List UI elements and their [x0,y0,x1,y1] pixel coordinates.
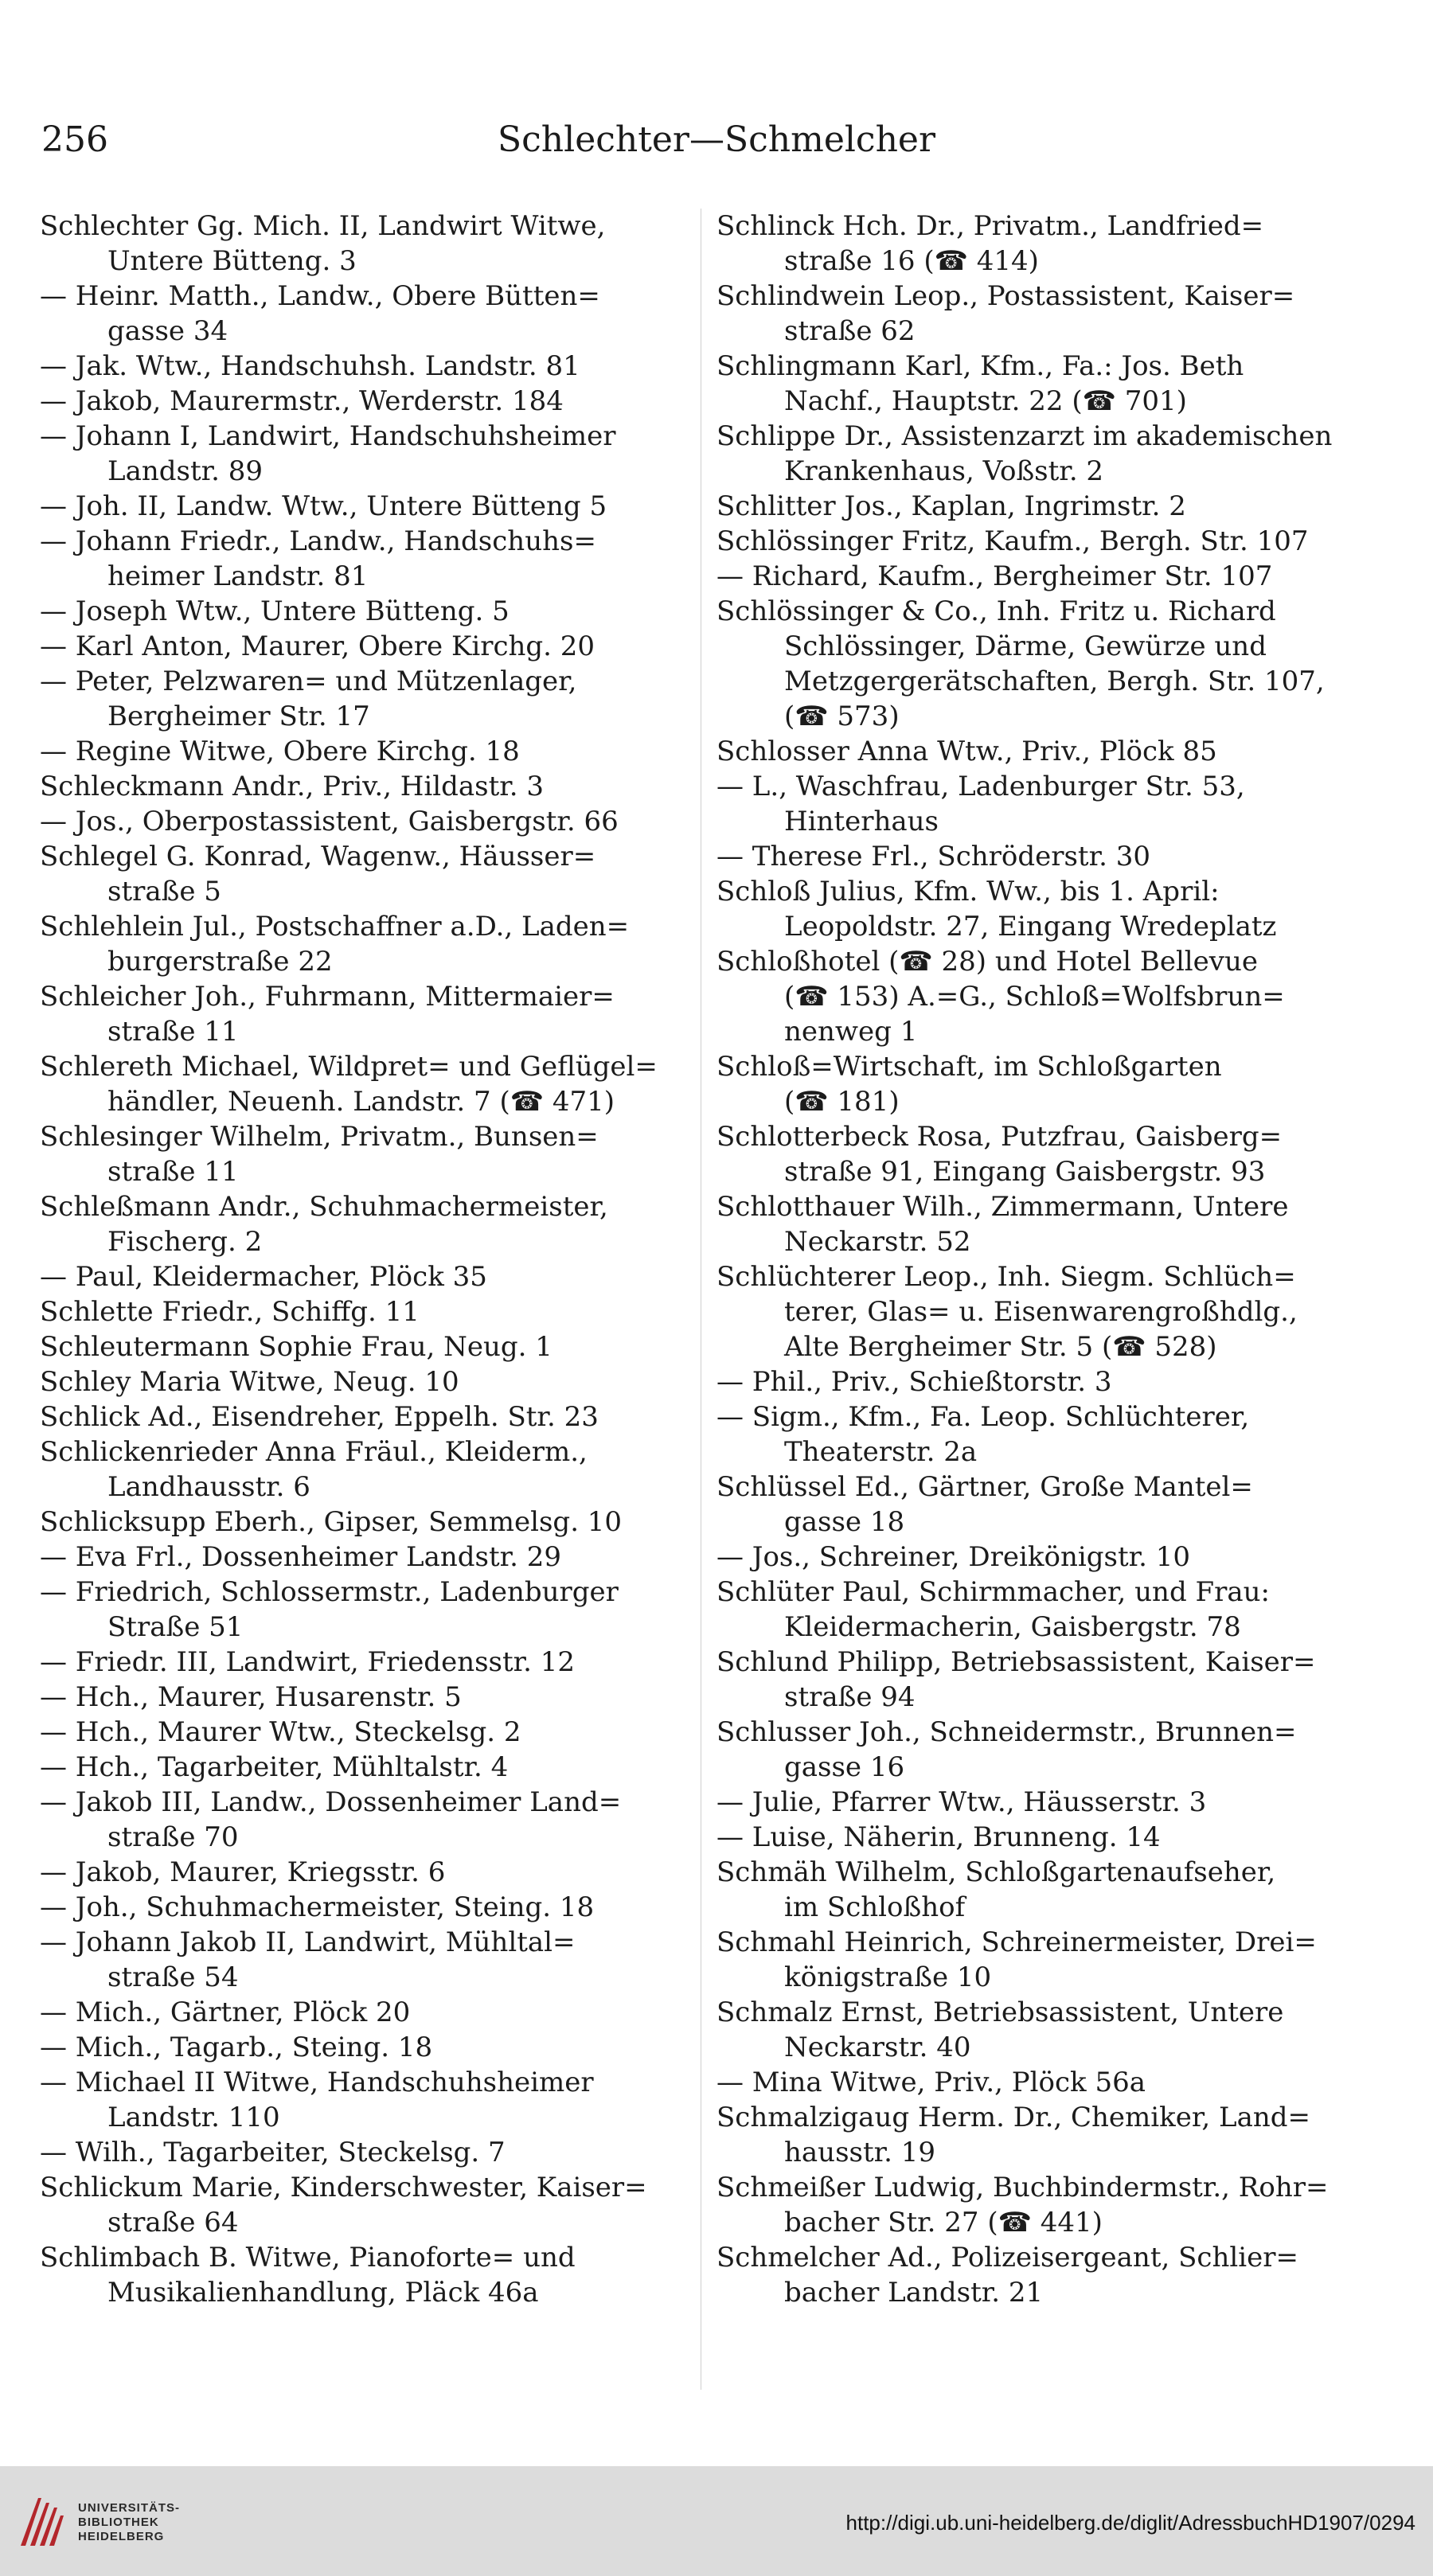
entry-continuation: bacher Str. 27 (☎ 441) [784,2207,1103,2238]
directory-entry [40,1259,689,1294]
entry-text: — Therese Frl., Schröderstr. 30 [716,841,1150,872]
directory-entry [40,594,689,629]
entry-continuation: straße 11 [107,1016,239,1048]
entry-continuation: (☎ 153) A.=G., Schloß=Wolfsbrun= [784,981,1285,1013]
directory-entry [716,2170,1369,2240]
entry-text: — Regine Witwe, Obere Kirchg. 18 [40,736,520,767]
entry-text: — Jakob, Maurer, Kriegsstr. 6 [40,1856,446,1888]
entry-text: — L., Waschfrau, Ladenburger Str. 53, [716,771,1245,802]
directory-entry [716,1715,1369,1785]
entry-text: Schmahl Heinrich, Schreinermeister, Drei= [716,1926,1317,1958]
entry-text: Schlüter Paul, Schirmmacher, und Frau: [716,1576,1270,1608]
entry-text: Schloßhotel (☎ 28) und Hotel Bellevue [716,946,1259,978]
directory-entry [40,1189,689,1259]
entry-continuation: Landhausstr. 6 [107,1471,310,1503]
entry-text: — Joseph Wtw., Untere Bütteng. 5 [40,595,510,627]
directory-entry [40,1294,689,1329]
entry-continuation: straße 54 [107,1961,239,1993]
entry-continuation: hausstr. 19 [784,2137,936,2168]
entry-continuation: straße 5 [107,876,221,907]
entry-continuation: Neckarstr. 52 [784,1226,971,1258]
entry-text: Schlitter Jos., Kaplan, Ingrimstr. 2 [716,490,1186,522]
entry-text: — Hch., Maurer Wtw., Steckelsg. 2 [40,1716,521,1748]
entry-text: Schlimbach B. Witwe, Pianoforte= und [40,2242,576,2274]
entry-text: Schlicksupp Eberh., Gipser, Semmelsg. 10 [40,1506,623,1538]
entry-continuation: im Schloßhof [784,1891,966,1923]
directory-entry [716,1469,1369,1540]
entry-text: Schlindwein Leop., Postassistent, Kaiser= [716,280,1295,312]
entry-text: Schlössinger & Co., Inh. Fritz u. Richard [716,595,1276,627]
directory-entry [40,349,689,384]
entry-text: Schlehlein Jul., Postschaffner a.D., Laden= [40,911,630,943]
directory-entry [40,1890,689,1925]
directory-entry [716,734,1369,769]
directory-entry [716,1189,1369,1259]
directory-entry [716,839,1369,874]
entry-continuation: Landstr. 89 [107,455,264,487]
directory-entry [40,1119,689,1189]
entry-continuation: königstraße 10 [784,1961,992,1993]
entry-continuation: bacher Landstr. 21 [784,2277,1044,2309]
directory-entry [716,1259,1369,1364]
directory-entry [40,1645,689,1680]
entry-text: — Wilh., Tagarbeiter, Steckelsg. 7 [40,2137,506,2168]
directory-entry [716,419,1369,489]
directory-entry [716,1820,1369,1855]
footer-bar [0,2466,1433,2576]
entry-continuation: Metzgergerätschaften, Bergh. Str. 107, [784,665,1325,697]
directory-entry [716,1399,1369,1469]
left-column [40,209,689,2310]
page-header [41,119,1392,175]
directory-entry [40,1715,689,1750]
entry-text: — Jak. Wtw., Handschuhsh. Landstr. 81 [40,350,580,382]
entry-continuation: händler, Neuenh. Landstr. 7 (☎ 471) [107,1086,615,1118]
directory-entry [716,1785,1369,1820]
source-url-link[interactable]: http://digi.ub.uni-heidelberg.de/diglit/AdressbuchHD1907/0294 [845,2511,1415,2535]
entry-text: — Johann I, Landwirt, Handschuhsheimer [40,420,616,452]
directory-entry [716,209,1369,279]
entry-text: Schlüchterer Leop., Inh. Siegm. Schlüch= [716,1261,1296,1293]
entry-text: — Luise, Näherin, Brunneng. 14 [716,1821,1161,1853]
library-name-line: UNIVERSITÄTS- [78,2501,181,2515]
entry-text: Schlössinger Fritz, Kaufm., Bergh. Str. 107 [716,525,1309,557]
entry-continuation: heimer Landstr. 81 [107,560,369,592]
entry-text: — Friedr. III, Landwirt, Friedensstr. 12 [40,1646,576,1678]
entry-text: — Jos., Oberpostassistent, Gaisbergstr. 66 [40,806,619,837]
entry-text: Schlinck Hch. Dr., Privatm., Landfried= [716,210,1264,242]
directory-entry [40,2170,689,2240]
entry-text: Schlüssel Ed., Gärtner, Große Mantel= [716,1471,1253,1503]
directory-entry [716,489,1369,524]
directory-entry [716,769,1369,839]
entry-text: — Julie, Pfarrer Wtw., Häusserstr. 3 [716,1786,1207,1818]
entry-continuation: straße 11 [107,1156,239,1188]
entry-text: Schmäh Wilhelm, Schloßgartenaufseher, [716,1856,1276,1888]
directory-entry [716,1575,1369,1645]
entry-text: Schmalzigaug Herm. Dr., Chemiker, Land= [716,2102,1310,2133]
directory-entry [716,349,1369,419]
entry-continuation: straße 62 [784,315,916,347]
directory-entry [716,1645,1369,1715]
directory-entry [716,944,1369,1049]
directory-entry [40,1750,689,1785]
directory-entry [40,279,689,349]
directory-entry [716,1540,1369,1575]
entry-continuation: gasse 34 [107,315,228,347]
directory-entry [40,909,689,979]
entry-continuation: Fischerg. 2 [107,1226,263,1258]
directory-entry [716,2065,1369,2100]
entry-text: — Hch., Tagarbeiter, Mühltalstr. 4 [40,1751,509,1783]
entry-text: — Johann Friedr., Landw., Handschuhs= [40,525,596,557]
entry-continuation: (☎ 573) [784,701,900,732]
directory-entry [40,1049,689,1119]
directory-entry [40,1364,689,1399]
entry-text: Schlund Philipp, Betriebsassistent, Kaiser= [716,1646,1316,1678]
entry-text: — Mich., Tagarb., Steing. 18 [40,2032,433,2063]
directory-entry [716,1925,1369,1995]
entry-text: Schleicher Joh., Fuhrmann, Mittermaier= [40,981,615,1013]
entry-text: — Paul, Kleidermacher, Plöck 35 [40,1261,487,1293]
entry-text: — Friedrich, Schlossermstr., Ladenburger [40,1576,619,1608]
directory-entry [716,2240,1369,2310]
entry-continuation: straße 91, Eingang Gaisbergstr. 93 [784,1156,1266,1188]
entry-continuation: Bergheimer Str. 17 [107,701,370,732]
directory-entry [40,1399,689,1434]
directory-entry [40,1785,689,1855]
entry-continuation: nenweg 1 [784,1016,918,1048]
entry-text: — Mina Witwe, Priv., Plöck 56a [716,2067,1146,2098]
directory-entry [40,979,689,1049]
entry-text: Schmeißer Ludwig, Buchbindermstr., Rohr= [716,2172,1329,2203]
directory-entry [40,1680,689,1715]
entry-text: Schlotterbeck Rosa, Putzfrau, Gaisberg= [716,1121,1283,1153]
directory-entry [40,419,689,489]
entry-text: — Hch., Maurer, Husarenstr. 5 [40,1681,462,1713]
directory-entry [716,2100,1369,2170]
directory-entry [40,629,689,664]
directory-entry [40,1505,689,1540]
directory-entry [40,2135,689,2170]
directory-entry [716,279,1369,349]
entry-continuation: Nachf., Hauptstr. 22 (☎ 701) [784,385,1187,417]
page-number: 256 [41,119,108,160]
entry-text: — Karl Anton, Maurer, Obere Kirchg. 20 [40,630,595,662]
entry-continuation: Krankenhaus, Voßstr. 2 [784,455,1104,487]
entry-text: Schlegel G. Konrad, Wagenw., Häusser= [40,841,596,872]
entry-text: Schleckmann Andr., Priv., Hildastr. 3 [40,771,545,802]
entry-continuation: (☎ 181) [784,1086,900,1118]
directory-entry [40,1434,689,1505]
entry-text: — Heinr. Matth., Landw., Obere Bütten= [40,280,600,312]
entry-text: Schlickenrieder Anna Fräul., Kleiderm., [40,1436,588,1468]
entry-text: Schlosser Anna Wtw., Priv., Plöck 85 [716,736,1217,767]
entry-continuation: Theaterstr. 2a [784,1436,978,1468]
entry-continuation: Untere Bütteng. 3 [107,245,357,277]
entry-text: — Jos., Schreiner, Dreikönigstr. 10 [716,1541,1191,1573]
directory-entry [716,1364,1369,1399]
entry-text: Schloß=Wirtschaft, im Schloßgarten [716,1051,1222,1083]
directory-entry [40,1855,689,1890]
entry-text: — Michael II Witwe, Handschuhsheimer [40,2067,594,2098]
entry-text: — Eva Frl., Dossenheimer Landstr. 29 [40,1541,562,1573]
entry-continuation: Schlössinger, Därme, Gewürze und [784,630,1267,662]
directory-entry [716,1049,1369,1119]
entry-continuation: terer, Glas= u. Eisenwarengroßhdlg., [784,1296,1298,1328]
entry-text: — Jakob, Maurermstr., Werderstr. 184 [40,385,564,417]
entry-continuation: Hinterhaus [784,806,939,837]
entry-text: — Mich., Gärtner, Plöck 20 [40,1996,411,2028]
entry-continuation: Alte Bergheimer Str. 5 (☎ 528) [784,1331,1217,1363]
entry-text: — Richard, Kaufm., Bergheimer Str. 107 [716,560,1273,592]
entry-text: Schlick Ad., Eisendreher, Eppelh. Str. 23 [40,1401,599,1433]
entry-continuation: straße 16 (☎ 414) [784,245,1039,277]
directory-entry [40,804,689,839]
directory-entry [716,524,1369,559]
directory-entry [40,1925,689,1995]
entry-continuation: Straße 51 [107,1611,244,1643]
entry-text: Schleßmann Andr., Schuhmachermeister, [40,1191,608,1223]
entry-text: Schlotthauer Wilh., Zimmermann, Untere [716,1191,1289,1223]
directory-entry [716,1119,1369,1189]
entry-continuation: gasse 18 [784,1506,905,1538]
library-name-line: HEIDELBERG [78,2530,165,2543]
directory-entry [40,1575,689,1645]
entry-text: — Sigm., Kfm., Fa. Leop. Schlüchterer, [716,1401,1250,1433]
entry-text: Schley Maria Witwe, Neug. 10 [40,1366,459,1398]
entry-continuation: Kleidermacherin, Gaisbergstr. 78 [784,1611,1241,1643]
directory-entry [40,769,689,804]
directory-entry [716,874,1369,944]
entry-text: Schlette Friedr., Schiffg. 11 [40,1296,420,1328]
entry-text: Schmalz Ernst, Betriebsassistent, Untere [716,1996,1284,2028]
library-name-line: BIBLIOTHEK [78,2516,159,2529]
directory-entry [40,734,689,769]
entry-continuation: gasse 16 [784,1751,905,1783]
entry-continuation: Landstr. 110 [107,2102,280,2133]
entry-text: Schlingmann Karl, Kfm., Fa.: Jos. Beth [716,350,1244,382]
directory-entry [716,594,1369,734]
library-name [78,2501,180,2544]
directory-entry [716,559,1369,594]
page-title: Schlechter—Schmelcher [498,119,935,160]
entry-text: — Peter, Pelzwaren= und Mützenlager, [40,665,577,697]
entry-text: — Joh., Schuhmachermeister, Steing. 18 [40,1891,595,1923]
entry-text: — Joh. II, Landw. Wtw., Untere Bütteng 5 [40,490,607,522]
directory-entry [40,2030,689,2065]
entry-text: Schlereth Michael, Wildpret= und Geflügel= [40,1051,658,1083]
entry-continuation: straße 70 [107,1821,239,1853]
entry-continuation: burgerstraße 22 [107,946,333,978]
directory-entry [40,384,689,419]
entry-text: Schlusser Joh., Schneidermstr., Brunnen= [716,1716,1297,1748]
entry-continuation: Leopoldstr. 27, Eingang Wredeplatz [784,911,1277,943]
entry-continuation: straße 64 [107,2207,239,2238]
directory-entry [716,1995,1369,2065]
entry-text: Schloß Julius, Kfm. Ww., bis 1. April: [716,876,1220,907]
directory-entry [40,489,689,524]
entry-text: — Jakob III, Landw., Dossenheimer Land= [40,1786,622,1818]
entry-text: Schleutermann Sophie Frau, Neug. 1 [40,1331,553,1363]
directory-entry [40,1329,689,1364]
entry-continuation: Neckarstr. 40 [784,2032,971,2063]
directory-entry [716,1855,1369,1925]
directory-entry [40,524,689,594]
right-column [716,209,1369,2310]
directory-entry [40,1540,689,1575]
entry-continuation: Musikalienhandlung, Pläck 46a [107,2277,539,2309]
directory-entry [40,2065,689,2135]
directory-entry [40,664,689,734]
library-logo-icon [14,2490,70,2554]
directory-entry [40,839,689,909]
entry-text: Schlippe Dr., Assistenzarzt im akademischen [716,420,1333,452]
directory-entry [40,1995,689,2030]
entry-text: — Johann Jakob II, Landwirt, Mühltal= [40,1926,576,1958]
entry-text: Schlechter Gg. Mich. II, Landwirt Witwe, [40,210,606,242]
entry-text: — Phil., Priv., Schießtorstr. 3 [716,1366,1112,1398]
entry-text: Schlickum Marie, Kinderschwester, Kaiser= [40,2172,647,2203]
directory-entry [40,209,689,279]
directory-entry [40,2240,689,2310]
entry-text: Schlesinger Wilhelm, Privatm., Bunsen= [40,1121,599,1153]
entry-continuation: straße 94 [784,1681,916,1713]
entry-text: Schmelcher Ad., Polizeisergeant, Schlier= [716,2242,1298,2274]
